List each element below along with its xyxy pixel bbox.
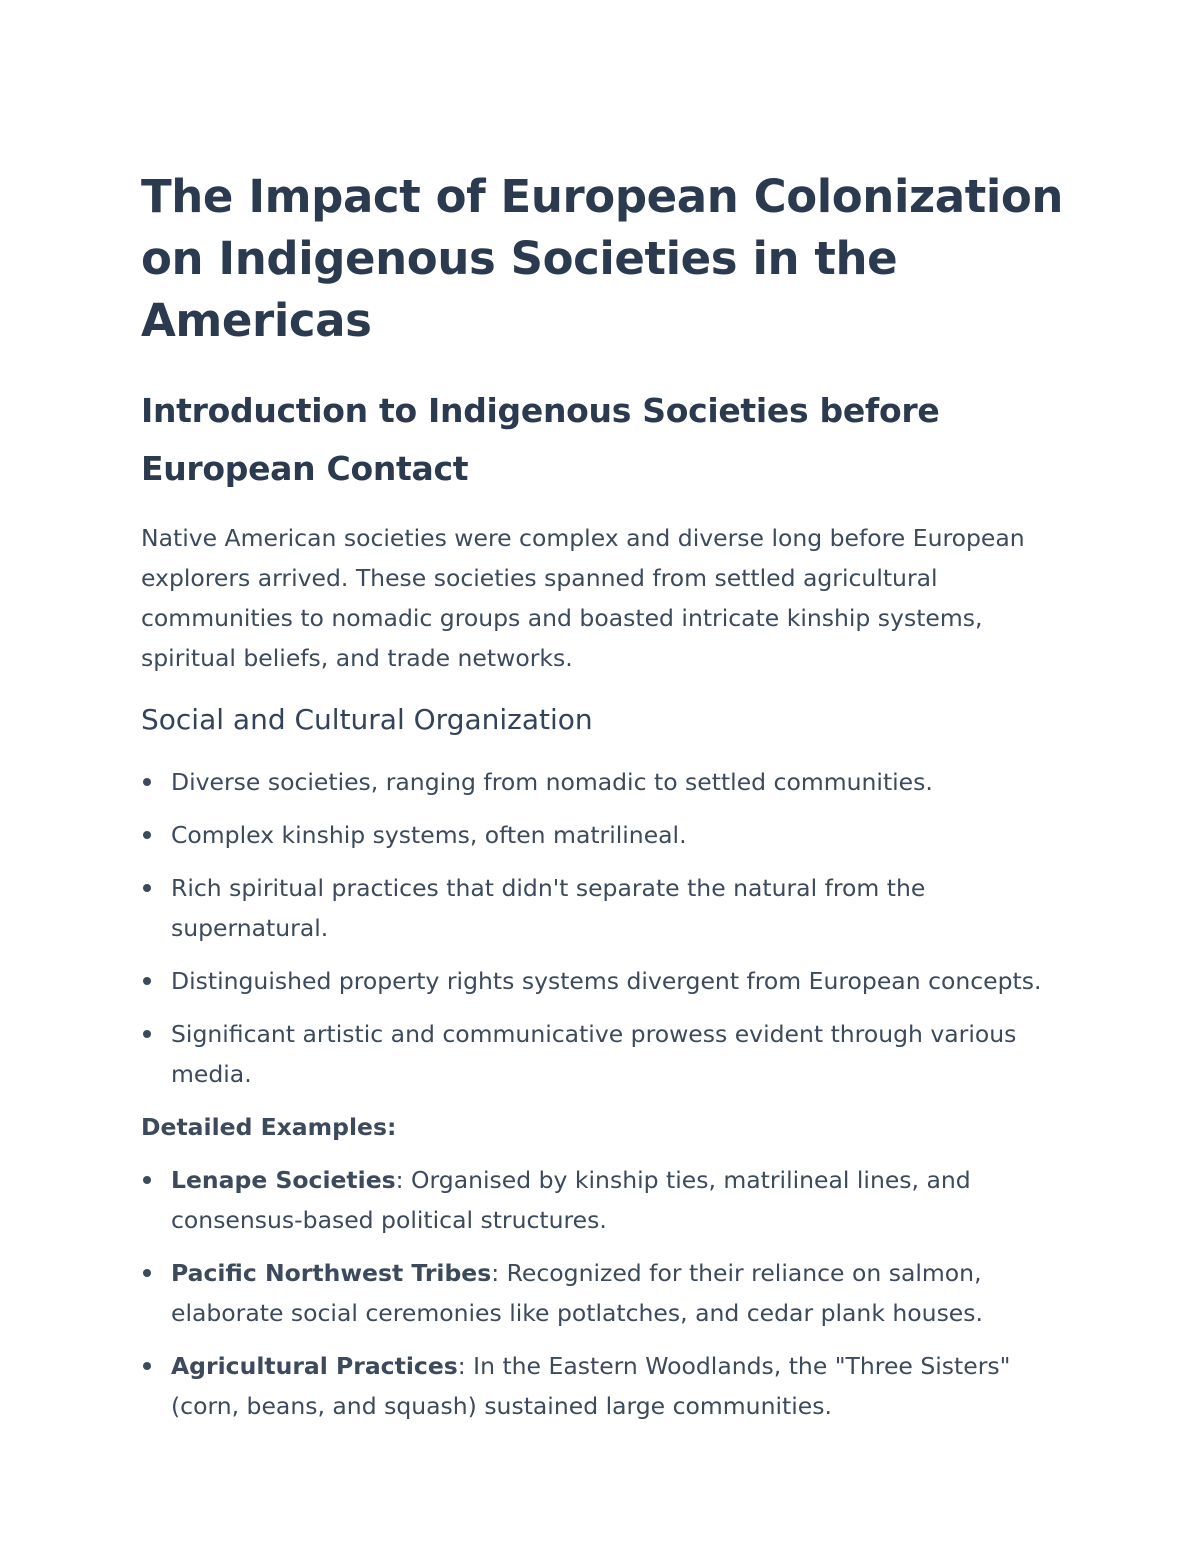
- subsection-heading: Social and Cultural Organization: [141, 703, 593, 736]
- example-description: : Organised by kinship ties, matrilineal lines, and consensus-based political structures.: [171, 1166, 971, 1234]
- bullet-icon: [143, 778, 151, 786]
- list-item: [141, 1253, 1071, 1333]
- list-item: [141, 868, 1071, 948]
- document-title: The Impact of European Colonization on Indigenous Societies in the Americas: [141, 170, 1064, 347]
- section-heading: Introduction to Indigenous Societies before European Contact: [141, 391, 940, 488]
- list-item: [141, 762, 1071, 802]
- list-item: [141, 1346, 1071, 1426]
- example-term: Agricultural Practices: [171, 1352, 458, 1380]
- bullet-icon: [143, 1269, 151, 1277]
- list-item: [141, 1014, 1071, 1094]
- example-term: Lenape Societies: [171, 1166, 396, 1194]
- bullet-icon: [143, 1176, 151, 1184]
- list-item: [141, 1160, 1071, 1240]
- bullet-icon: [143, 884, 151, 892]
- examples-list: [141, 1160, 1071, 1426]
- intro-paragraph: Native American societies were complex and diverse long before European explorers arrived. These societies spanned from settled agricultural communities to nomadic groups and boasted intricate kinship systems, spiritual beliefs, and trade networks.: [141, 524, 1025, 672]
- list-item-text: Distinguished property rights systems divergent from European concepts.: [171, 967, 1042, 995]
- list-item-text: Significant artistic and communicative prowess evident through various media.: [171, 1020, 1017, 1088]
- list-item: [141, 961, 1071, 1001]
- bullet-icon: [143, 1362, 151, 1370]
- example-description: : In the Eastern Woodlands, the "Three Sisters" (corn, beans, and squash) sustained large communities.: [171, 1352, 1011, 1420]
- example-term: Pacific Northwest Tribes: [171, 1259, 492, 1287]
- bullet-icon: [143, 831, 151, 839]
- list-item: [141, 815, 1071, 855]
- examples-heading: Detailed Examples:: [141, 1113, 397, 1141]
- organization-list: [141, 762, 1071, 1094]
- document-page: [141, 166, 1071, 1439]
- bullet-icon: [143, 977, 151, 985]
- list-item-text: Diverse societies, ranging from nomadic to settled communities.: [171, 768, 933, 796]
- list-item-text: Complex kinship systems, often matrilineal.: [171, 821, 687, 849]
- bullet-icon: [143, 1030, 151, 1038]
- example-description: : Recognized for their reliance on salmon, elaborate social ceremonies like potlatches, and cedar plank houses.: [171, 1259, 983, 1327]
- list-item-text: Rich spiritual practices that didn't separate the natural from the supernatural.: [171, 874, 926, 942]
